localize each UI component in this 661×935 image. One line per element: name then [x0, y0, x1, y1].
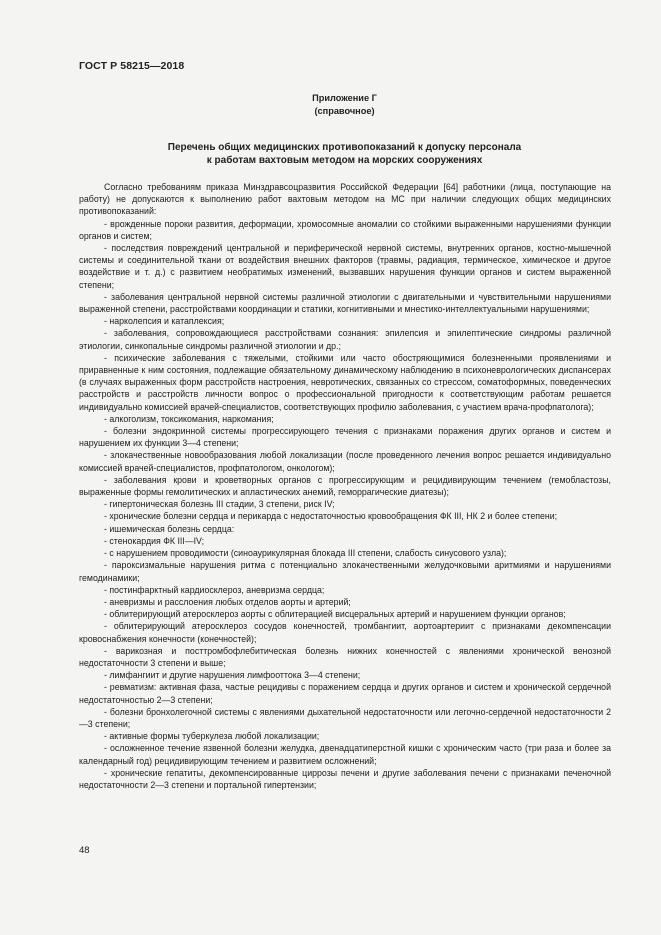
list-item: - врожденные пороки развития, деформации, хромосомные аномалии со стойкими выраженными нарушениями функции органов и систем; [79, 218, 611, 241]
list-item: - гипертоническая болезнь III стадии, 3 степени, риск IV; [104, 499, 335, 510]
list-item: - заболевания центральной нервной системы различной этиологии с двигательными и чувствительными нарушениями выраженной степени, расстройствами координации и статики, когнитивными и мнестико-интеллектуальными нарушениями; [79, 291, 611, 315]
list-item: - облитерирующий атеросклероз аорты с облитерацией висцеральных артерий и нарушением функции органов; [104, 609, 566, 620]
list-item: - заболевания крови и кроветворных органов с прогрессирующим и рецидивирующим течением (гемобластозы, выраженные формы гемолитических и апластических анемий, геморрагические диатезы); [79, 474, 611, 498]
list-item: - облитерирующий атеросклероз сосудов конечностей, тромбангиит, аортоартериит с признаками декомпенсации кровоснабжения конечности (конечностей); [79, 621, 611, 644]
list-item: - психические заболевания с тяжелыми, стойкими или часто обостряющимися болезненными проявлениями и приравненные к ним состояния, подлежащие обязательному динамическому наблюдению в психоневрологических диспансерах (в случаях выраженных форм расстройств настроения, невротических, связанных со стрессом, соматоформных, поведенческих расстройств и расстройств личности вопрос о профессиональной пригодности к соответствующим работам решается индивидуально комиссией врачей-специалистов, соответствующих профилю заболевания, с участием врача-профпатолога); [79, 352, 611, 412]
list-item: - ревматизм: активная фаза, частые рецидивы с поражением сердца и других органов и систем и хронической сердечной недостаточностью 2—3 степени; [79, 682, 611, 705]
list-item: - лимфангиит и другие нарушения лимфооттока 3—4 степени; [104, 670, 361, 681]
list-item: - с нарушением проводимости (синоаурикулярная блокада III степени, слабость синусового узла); [104, 548, 507, 559]
list-item: - стенокардия ФК III—IV; [104, 535, 205, 546]
list-item: - пароксизмальные нарушения ритма с потенциально злокачественными желудочковыми аритмиями и нарушениями гемодинамики; [79, 560, 611, 583]
standard-header: ГОСТ Р 58215—2018 [79, 60, 185, 72]
section-title [0, 141, 661, 167]
list-item: - болезни бронхолегочной системы с явлениями дыхательной недостаточности или легочно-сердечной недостаточности 2—3 степени; [79, 706, 611, 729]
paragraph: Согласно требованиям приказа Минздравсоцразвития Российской Федерации [64] работники (лица, поступающие на работу) не допускаются к выполнению работ вахтовым методом на МС при наличии следующих общих медицинских противопоказаний: [79, 182, 611, 217]
list-item: - болезни эндокринной системы прогрессирующего течения с признаками поражения других органов и систем и нарушением их функции 3—4 степени; [79, 426, 611, 449]
list-item: - последствия повреждений центральной и периферической нервной системы, внутренних органов, костно-мышечной системы и соединительной ткани от воздействия внешних факторов (травмы, радиация, термическое, химическое и другое воздействие и т. д.) с развитием необратимых изменений, вызвавших нарушения функции органов и систем выраженной степени; [79, 243, 611, 290]
section-title-line-2: к работам вахтовым методом на морских сооружениях [206, 155, 483, 166]
list-item: - постинфарктный кардиосклероз, аневризма сердца; [104, 584, 325, 595]
list-item: - аневризмы и расслоения любых отделов аорты и артерий; [104, 596, 351, 607]
page-number: 48 [79, 845, 90, 856]
list-item: - хронические гепатиты, декомпенсированные циррозы печени и другие заболевания печени с признаками печеночной недостаточности 2—3 степени и портальной гипертензии; [79, 767, 611, 790]
list-item: - нарколепсия и катаплексия; [104, 316, 225, 327]
section-title-line-1: Перечень общих медицинских противопоказаний к допуску персонала [167, 142, 522, 153]
list-item: - варикозная и посттромбофлебитическая болезнь нижних конечностей с явлениями хронической венозной недостаточности 3 степени и выше; [79, 645, 611, 668]
list-item: - алкоголизм, токсикомания, наркомания; [104, 413, 274, 424]
document-body [79, 181, 611, 791]
appendix-label: Приложение Г [312, 93, 377, 103]
list-item: - ишемическая болезнь сердца: [104, 523, 235, 534]
appendix-heading [0, 92, 661, 117]
list-item: - хронические болезни сердца и перикарда с недостаточностью кровообращения ФК III, НК 2 и более степени; [104, 511, 558, 522]
list-item: - злокачественные новообразования любой локализации (после проведенного лечения вопрос решается индивидуально комиссией врачей-специалистов, профпатологом, онкологом); [79, 450, 611, 473]
list-item: - осложненное течение язвенной болезни желудка, двенадцатиперстной кишки с хроническим часто (три раза и более за календарный год) рецидивирующим течением и развитием осложнений; [79, 743, 611, 766]
list-item: - заболевания, сопровождающиеся расстройствами сознания: эпилепсия и эпилептические синдромы различной этиологии, синкопальные синдромы различной этиологии и др.; [79, 328, 611, 351]
appendix-type: (справочное) [314, 105, 375, 116]
list-item: - активные формы туберкулеза любой локализации; [104, 731, 320, 742]
